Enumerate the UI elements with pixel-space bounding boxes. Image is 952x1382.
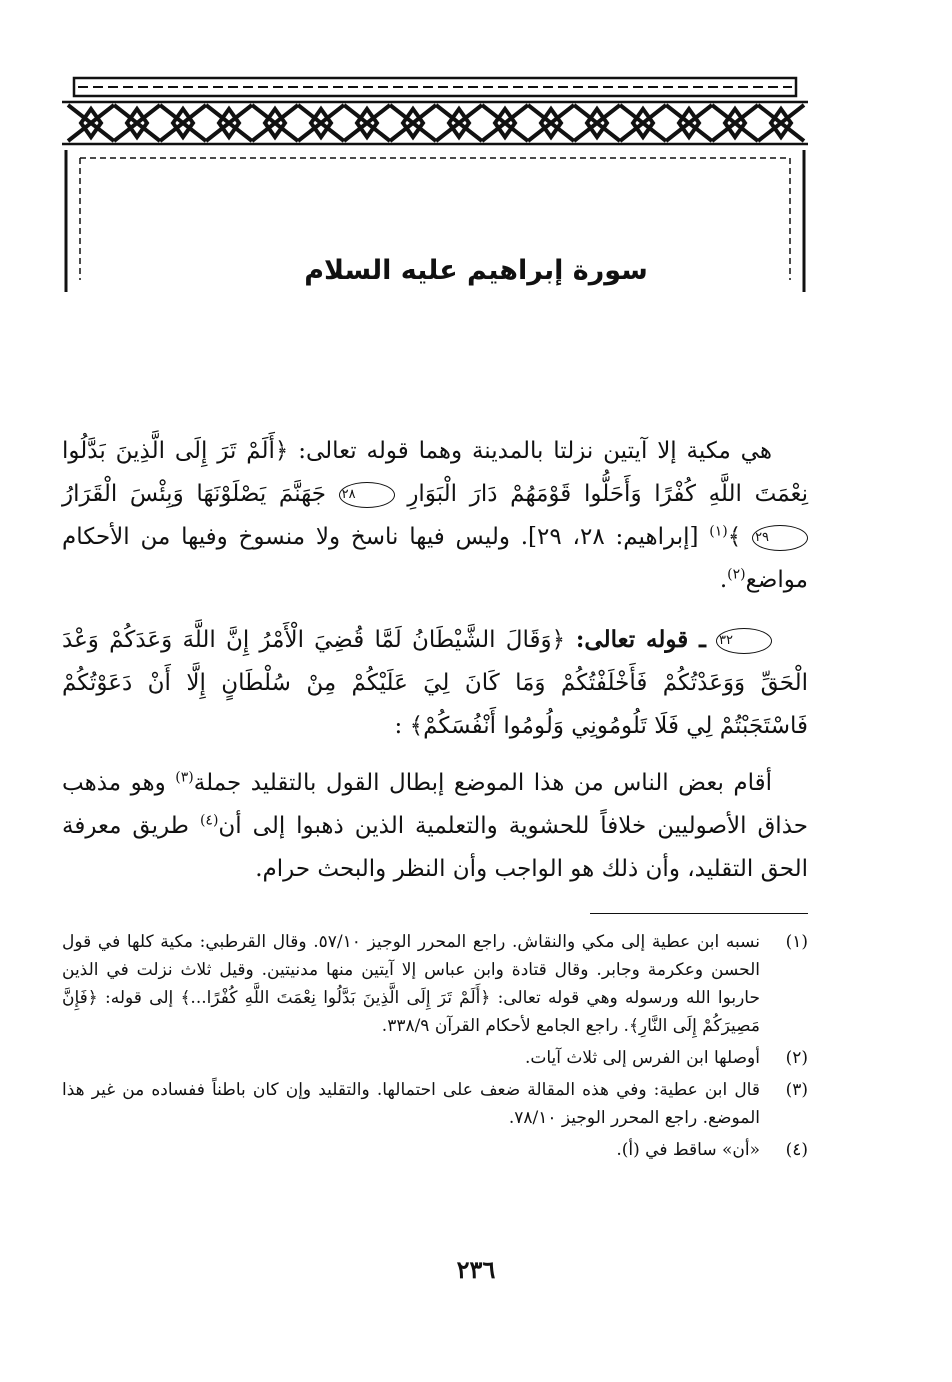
lattice-motif <box>114 105 160 141</box>
paragraph-text: أقام بعض الناس من هذا الموضع إبطال القول بالتقليد جملة <box>193 770 772 796</box>
paragraph-text: وهو مذهب حذاق الأصوليين خلافاً للحشوية والتعلمية الذين ذهبوا إلى أن <box>62 770 808 839</box>
footnote-number: (٤) <box>785 1140 808 1160</box>
verse-close-bracket: ﴾ <box>727 524 742 550</box>
surah-title: سورة إبراهيم عليه السلام <box>304 255 648 286</box>
lattice-motif <box>482 105 528 141</box>
footnote-ref[interactable]: (٢) <box>727 566 746 583</box>
lattice-motif <box>344 105 390 141</box>
verse-lead: ـ قوله تعالى: <box>565 626 706 653</box>
footnote-text: أوصلها ابن الفرس إلى ثلاث آيات. <box>524 1048 760 1068</box>
ayah-number-badge: ٢٩ <box>752 525 808 551</box>
lattice-motif <box>206 105 252 141</box>
lattice-motif <box>574 105 620 141</box>
quran-verse: جَهَنَّمَ يَصْلَوْنَهَا وَبِئْسَ الْقَرَارُ <box>62 481 326 507</box>
footnote-text: قال ابن عطية: وفي هذه المقالة ضعف على احتمالها. والتقليد وإن كان باطناً ففساده من غير هذا الموضع. راجع المحرر الوجيز ٧٨/١٠. <box>62 1080 760 1128</box>
lattice-motif <box>68 105 114 141</box>
lattice-motif <box>160 105 206 141</box>
colon: : <box>394 713 403 739</box>
footnote-number: (٣) <box>785 1080 808 1100</box>
intro-text: هي مكية إلا آيتين نزلتا بالمدينة وهما قوله تعالى: <box>288 438 772 464</box>
taqlid-paragraph <box>62 762 808 891</box>
period: . <box>719 567 728 593</box>
lattice-motif <box>666 105 712 141</box>
footnote-number: (٢) <box>785 1048 808 1068</box>
paragraph-text: طريق معرفة الحق التقليد، وأن ذلك هو الواجب وأن النظر والبحث حرام. <box>62 813 808 882</box>
footnote-ref[interactable]: (٣) <box>175 769 194 786</box>
lattice-motif <box>298 105 344 141</box>
lattice-motif <box>620 105 666 141</box>
footnote-number: (١) <box>785 932 808 952</box>
lattice-motif <box>252 105 298 141</box>
footnote-item <box>62 1076 808 1132</box>
quran-verse: ﴿وَقَالَ الشَّيْطَانُ لَمَّا قُضِيَ الْأَمْرُ إِنَّ اللَّهَ وَعَدَكُمْ وَعْدَ الْحَقِّ وَوَعَدْتُكُمْ فَأَخْلَفْتُكُمْ وَمَا كَانَ لِيَ عَلَيْكُمْ مِنْ سُلْطَانٍ إِلَّا أَنْ دَعَوْتُكُمْ فَاسْتَجَبْتُمْ لِي فَلَا تَلُومُونِي وَلُومُوا أَنْفُسَكُمْ﴾ <box>62 627 808 739</box>
lattice-motif <box>436 105 482 141</box>
verse-32-paragraph <box>62 618 808 748</box>
quran-verse: ﴿أَلَمْ تَرَ إِلَى الَّذِينَ بَدَّلُوا نِعْمَتَ اللَّهِ كُفْرًا وَأَحَلُّوا قَوْمَهُمْ دَارَ الْبَوَارِ <box>62 438 808 507</box>
footnote-ref[interactable]: (١) <box>709 523 728 540</box>
footnote-item <box>62 1136 808 1164</box>
page-number: ٢٣٦ <box>456 1255 496 1284</box>
lattice-motif <box>712 105 758 141</box>
geometric-ornament-band <box>68 105 804 141</box>
intro-text: [إبراهيم: ٢٨، ٢٩]. وليس فيها ناسخ ولا منسوخ وفيها من الأحكام مواضع <box>62 524 808 593</box>
ayah-number-badge: ٢٨ <box>339 482 395 508</box>
footnote-item <box>62 928 808 1040</box>
lattice-motif <box>528 105 574 141</box>
lattice-motif <box>390 105 436 141</box>
ayah-number-badge: ٣٢ <box>716 628 772 654</box>
lattice-motif <box>758 105 804 141</box>
footnote-ref[interactable]: (٤) <box>199 812 219 829</box>
footnotes <box>62 928 808 1168</box>
footnote-divider <box>590 913 808 914</box>
footnote-item <box>62 1044 808 1072</box>
intro-paragraph <box>62 430 808 602</box>
footnote-text: نسبه ابن عطية إلى مكي والنقاش. راجع المحرر الوجيز ٥٧/١٠. وقال القرطبي: مكية كلها في قول الحسن وعكرمة وجابر. وقال قتادة وابن عباس إلا آيتين منها مدنيتين. وقيل ثلاث نزلت في الذين حاربوا الله ورسوله وهي قوله تعالى: ﴿أَلَمْ تَرَ إِلَى الَّذِينَ بَدَّلُوا نِعْمَتَ اللَّهِ كُفْرًا...﴾ إلى قوله: ﴿فَإِنَّ مَصِيرَكُمْ إِلَى النَّارِ﴾. راجع الجامع لأحكام القرآن ٣٣٨/٩. <box>62 932 761 1036</box>
footnote-text: «أن» ساقط في (أ). <box>616 1140 760 1160</box>
